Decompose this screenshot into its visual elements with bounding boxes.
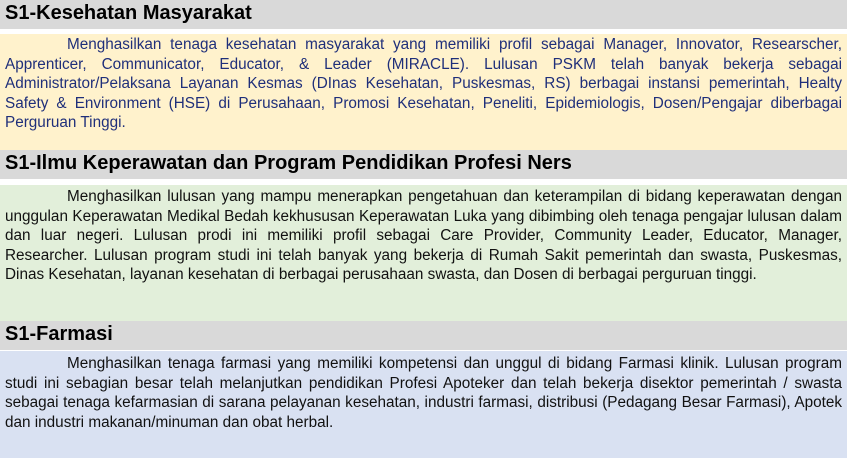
section-heading-farmasi: S1-Farmasi	[0, 321, 847, 350]
section-body-kesehatan-masyarakat	[0, 34, 847, 150]
section-heading-ilmu-keperawatan: S1-Ilmu Keperawatan dan Program Pendidikan Profesi Ners	[0, 150, 847, 179]
section-body-ilmu-keperawatan	[0, 185, 847, 321]
section-paragraph: Menghasilkan tenaga farmasi yang memiliki kompetensi dan unggul di bidang Farmasi klinik. Lulusan program studi ini sebagian besar telah melanjutkan pendidikan Profesi Apoteker dan telah bekerja disektor pemerintah / swasta sebagai tenaga kefarmasian di sarana pelayanan kesehatan, industri farmasi, distribusi (Pedagang Besar Farmasi), Apotek dan industri makanan/minuman dan obat herbal.	[5, 355, 842, 431]
section-heading-kesehatan-masyarakat: S1-Kesehatan Masyarakat	[0, 0, 847, 29]
section-paragraph: Menghasilkan tenaga kesehatan masyarakat yang memiliki profil sebagai Manager, Innovator, Researscher, Apprenticer, Communicator, Educator, & Leader (MIRACLE). Lulusan PSKM telah banyak bekerja sebagai Administrator/Pelaksana Layanan Kesmas (DInas Kesehatan, Puskesmas, RS) berbagai instansi pemerintah, Healty Safety & Environment (HSE) di Perusahaan, Promosi Kesehatan, Peneliti, Epidemiologis, Dosen/Pengajar diberbagai Perguruan Tinggi.	[5, 36, 842, 131]
section-paragraph: Menghasilkan lulusan yang mampu menerapkan pengetahuan dan keterampilan di bidang keperawatan dengan unggulan Keperawatan Medikal Bedah kekhususan Keperawatan Luka yang dibimbing oleh tenaga pengajar lulusan dalam dan luar negeri. Lulusan prodi ini memiliki profil sebagai Care Provider, Community Leader, Educator, Manager, Researcher. Lulusan program studi ini telah banyak yang bekerja di Rumah Sakit pemerintah dan swasta, Puskesmas, Dinas Kesehatan, layanan kesehatan di berbagai perusahaan swasta, dan Dosen di berbagai perguruan tinggi.	[5, 188, 842, 283]
section-body-farmasi	[0, 351, 847, 458]
